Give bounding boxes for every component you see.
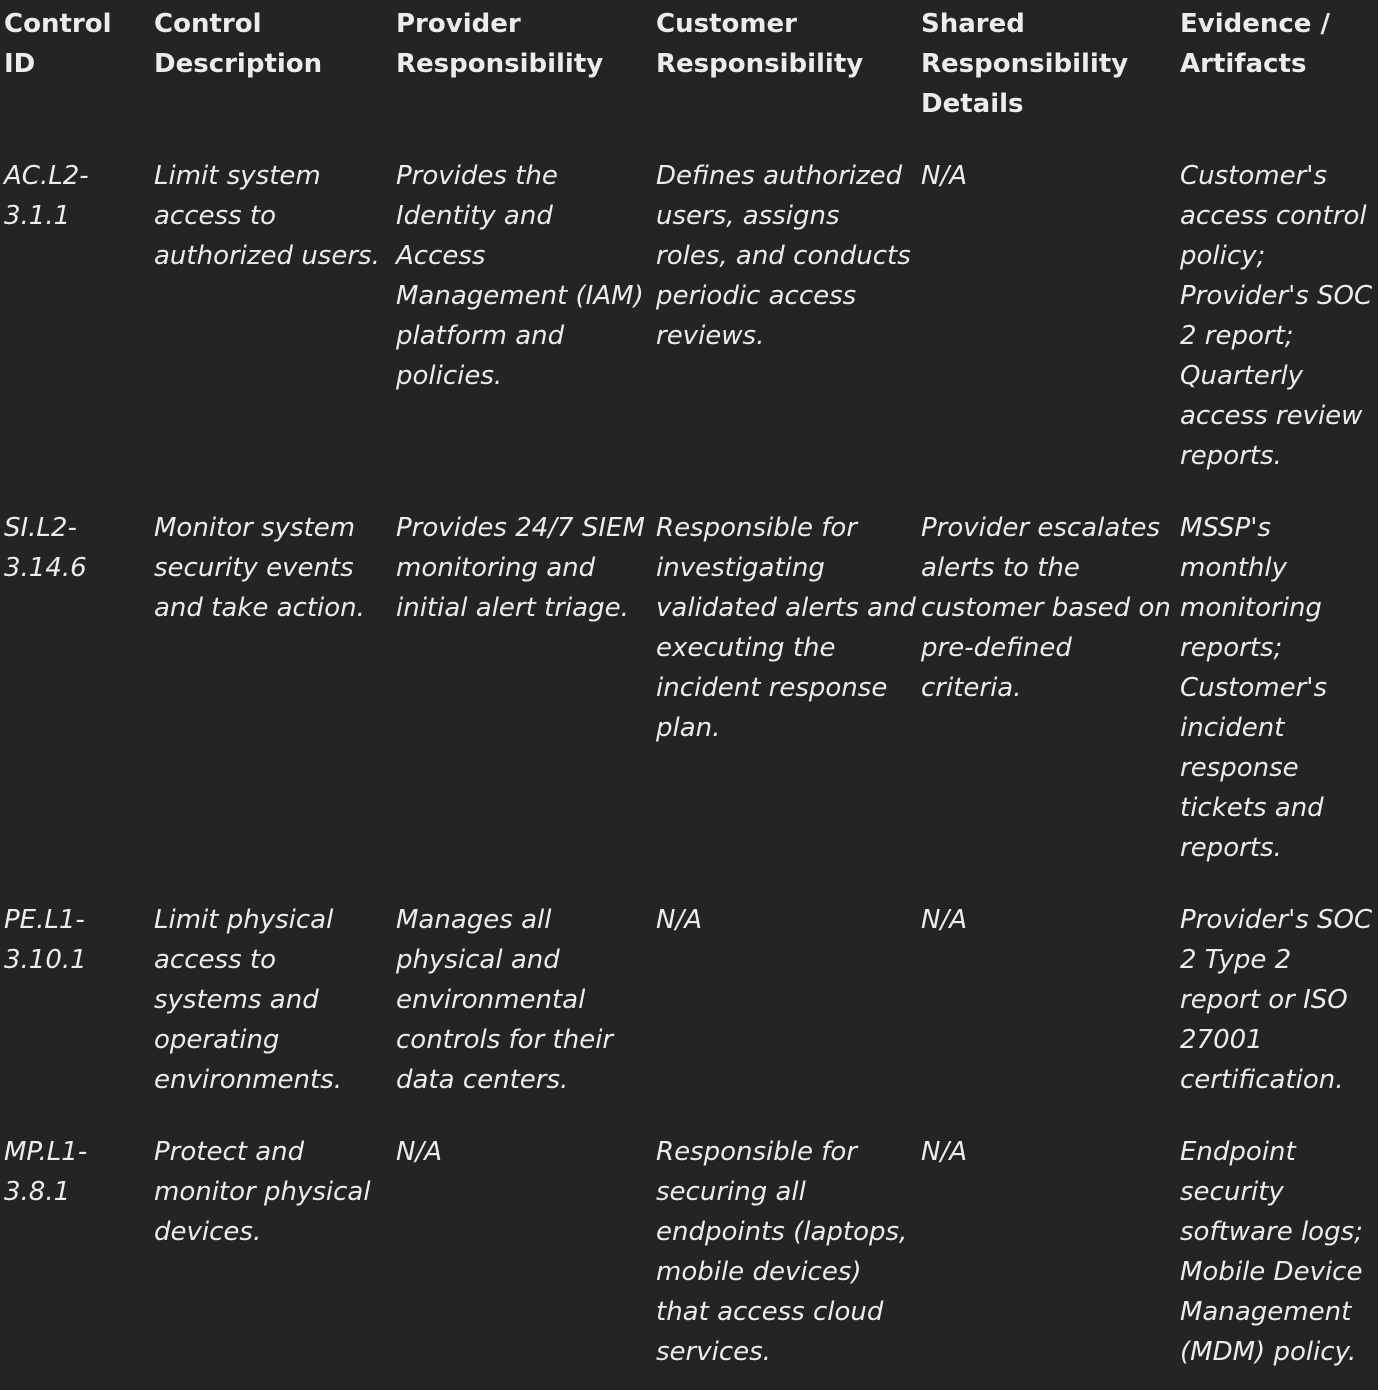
table-cell-provider-responsibility: Provides 24/7 SIEM monitoring and initial alert triage. <box>396 513 645 623</box>
table-cell-control-id: AC.L2-3.1.1 <box>4 161 89 231</box>
table-cell-shared-details: Provider escalates alerts to the customer based on pre-defined criteria. <box>921 513 1171 703</box>
table-cell-evidence: Provider's SOC 2 Type 2 report or ISO 27001 certification. <box>1180 905 1373 1095</box>
table-cell-customer-responsibility: N/A <box>656 905 702 935</box>
header-shared-responsibility-details: Shared Responsibility Details <box>921 9 1129 119</box>
header-control-description: Control Description <box>154 9 323 79</box>
table-cell-provider-responsibility: N/A <box>396 1137 442 1167</box>
table-cell-customer-responsibility: Responsible for investigating validated alerts and executing the incident response plan. <box>656 513 916 743</box>
table-cell-provider-responsibility: Manages all physical and environmental controls for their data centers. <box>396 905 614 1095</box>
table-cell-evidence: Customer's access control policy; Provider's SOC 2 report; Quarterly access review reports. <box>1180 161 1373 471</box>
table-cell-control-description: Monitor system security events and take action. <box>154 513 365 623</box>
table-cell-control-id: MP.L1-3.8.1 <box>4 1137 88 1207</box>
header-evidence-artifacts: Evidence / Artifacts <box>1180 9 1330 79</box>
header-customer-responsibility: Customer Responsibility <box>656 9 864 79</box>
table-cell-shared-details: N/A <box>921 1137 967 1167</box>
table-cell-shared-details: N/A <box>921 905 967 935</box>
table-cell-customer-responsibility: Defines authorized users, assigns roles, and conducts periodic access reviews. <box>656 161 911 351</box>
table-cell-shared-details: N/A <box>921 161 967 191</box>
table-cell-evidence: MSSP's monthly monitoring reports; Customer's incident response tickets and reports. <box>1180 513 1327 863</box>
table-cell-provider-responsibility: Provides the Identity and Access Management (IAM) platform and policies. <box>396 161 644 391</box>
table-cell-control-description: Protect and monitor physical devices. <box>154 1137 371 1247</box>
table-cell-customer-responsibility: Responsible for securing all endpoints (laptops, mobile devices) that access cloud services. <box>656 1137 908 1367</box>
header-provider-responsibility: Provider Responsibility <box>396 9 604 79</box>
table-cell-control-description: Limit system access to authorized users. <box>154 161 380 271</box>
table-cell-control-id: SI.L2-3.14.6 <box>4 513 87 583</box>
header-control-id: Control ID <box>4 9 112 79</box>
table-cell-control-id: PE.L1-3.10.1 <box>4 905 87 975</box>
table-cell-control-description: Limit physical access to systems and operating environments. <box>154 905 342 1095</box>
table-cell-evidence: Endpoint security software logs; Mobile Device Management (MDM) policy. <box>1180 1137 1363 1367</box>
